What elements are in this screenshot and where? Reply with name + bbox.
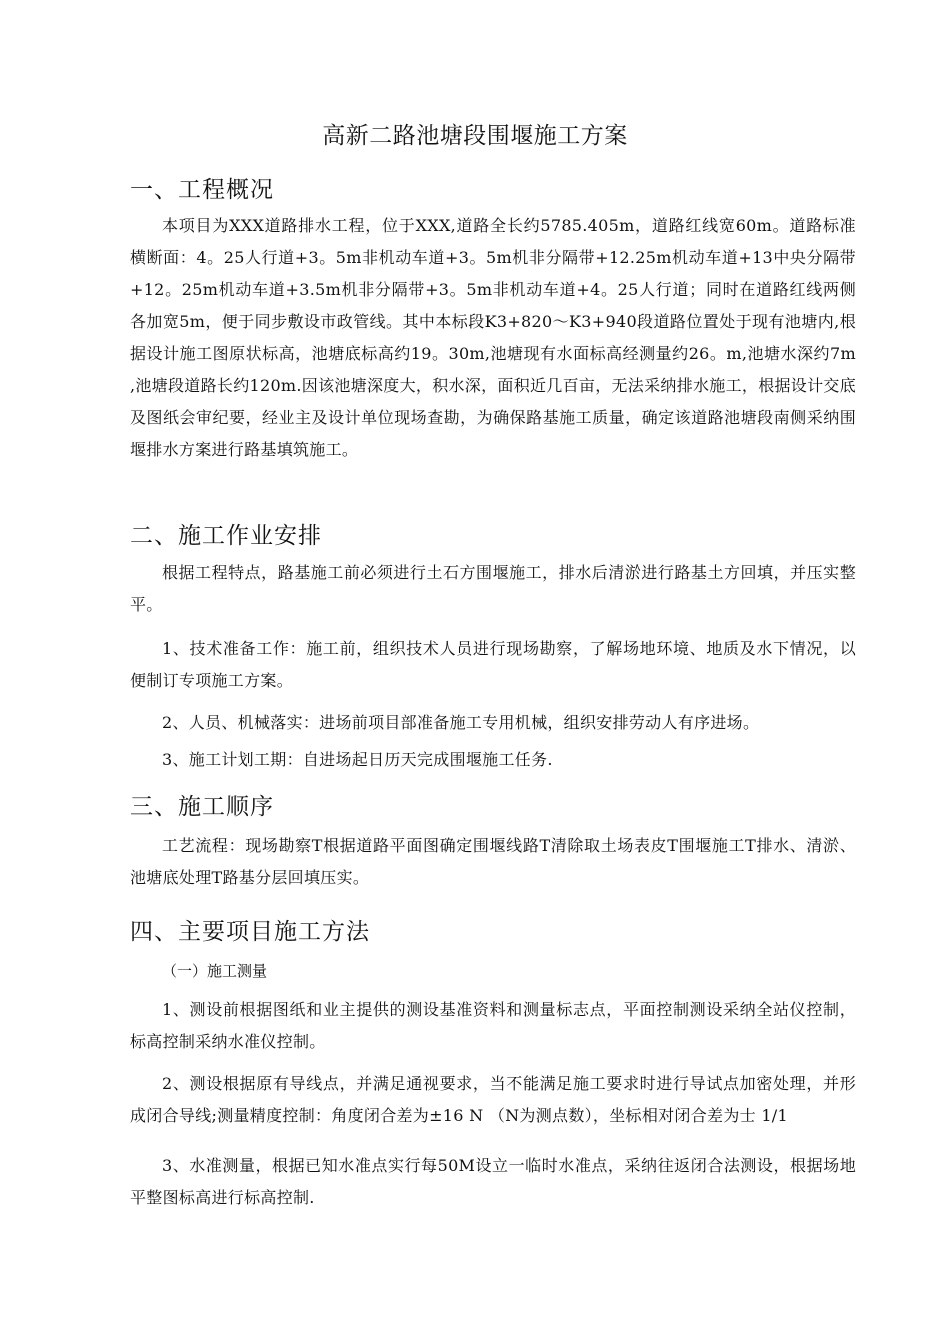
- subsection-heading-survey: （一）施工测量: [162, 962, 268, 980]
- sequence-paragraph: 工艺流程：现场勘察T根据道路平面图确定围堰线路T清除取土场表皮T围堰施工T排水、清淤、池塘底处理T路基分层回填压实。: [130, 836, 856, 887]
- arrangement-paragraph-4: 3、施工计划工期：自进场起日历天完成围堰施工任务.: [162, 750, 553, 769]
- section-heading-arrangement: 二、施工作业安排: [130, 523, 322, 549]
- document-title: 高新二路池塘段围堰施工方案: [322, 123, 628, 149]
- survey-paragraph-1: 1、测设前根据图纸和业主提供的测设基准资料和测量标志点，平面控制测设采纳全站仪控制，标高控制采纳水准仪控制。: [130, 1000, 856, 1051]
- overview-paragraph: 本项目为XXX道路排水工程，位于XXX,道路全长约5785.405m，道路红线宽60m。道路标准横断面：4。25人行道+3。5m非机动车道+3。5m机非分隔带+12.25m机动车道+13中央分隔带+12。25m机动车道+3.5m机非分隔带+3。5m非机动车道+4。25人行道；同时在道路红线两侧各加宽5m，便于同步敷设市政管线。其中本标段K3+820〜K3+940段道路位置处于现有池塘内,根据设计施工图原状标高，池塘底标高约19。30m,池塘现有水面标高经测量约26。m,池塘水深约7m ,池塘段道路长约120m.因该池塘深度大，积水深，面积近几百亩，无法采纳排水施工，根据设计交底及图纸会审纪要，经业主及设计单位现场查勘，为确保路基施工质量，确定该道路池塘段南侧采纳围堰排水方案进行路基填筑施工。: [130, 216, 856, 459]
- section-heading-overview: 一、工程概况: [130, 177, 274, 203]
- survey-paragraph-3: 3、水准测量，根据已知水准点实行每50M设立一临时水准点，采纳往返闭合法测设，根据场地平整图标高进行标高控制.: [130, 1156, 856, 1207]
- survey-paragraph-2: 2、测设根据原有导线点，并满足通视要求，当不能满足施工要求时进行导试点加密处理，并形成闭合导线;测量精度控制：角度闭合差为±16 N （N为测点数），坐标相对闭合差为士 1/1: [130, 1074, 856, 1125]
- arrangement-paragraph-1: 根据工程特点，路基施工前必须进行土石方围堰施工，排水后清淤进行路基土方回填，并压实整平。: [130, 563, 856, 614]
- section-heading-methods: 四、主要项目施工方法: [130, 919, 370, 945]
- arrangement-paragraph-3: 2、人员、机械落实：进场前项目部准备施工专用机械，组织安排劳动人有序进场。: [162, 713, 760, 732]
- section-heading-sequence: 三、施工顺序: [130, 794, 274, 820]
- arrangement-paragraph-2: 1、技术准备工作：施工前，组织技术人员进行现场勘察，了解场地环境、地质及水下情况，以便制订专项施工方案。: [130, 639, 856, 690]
